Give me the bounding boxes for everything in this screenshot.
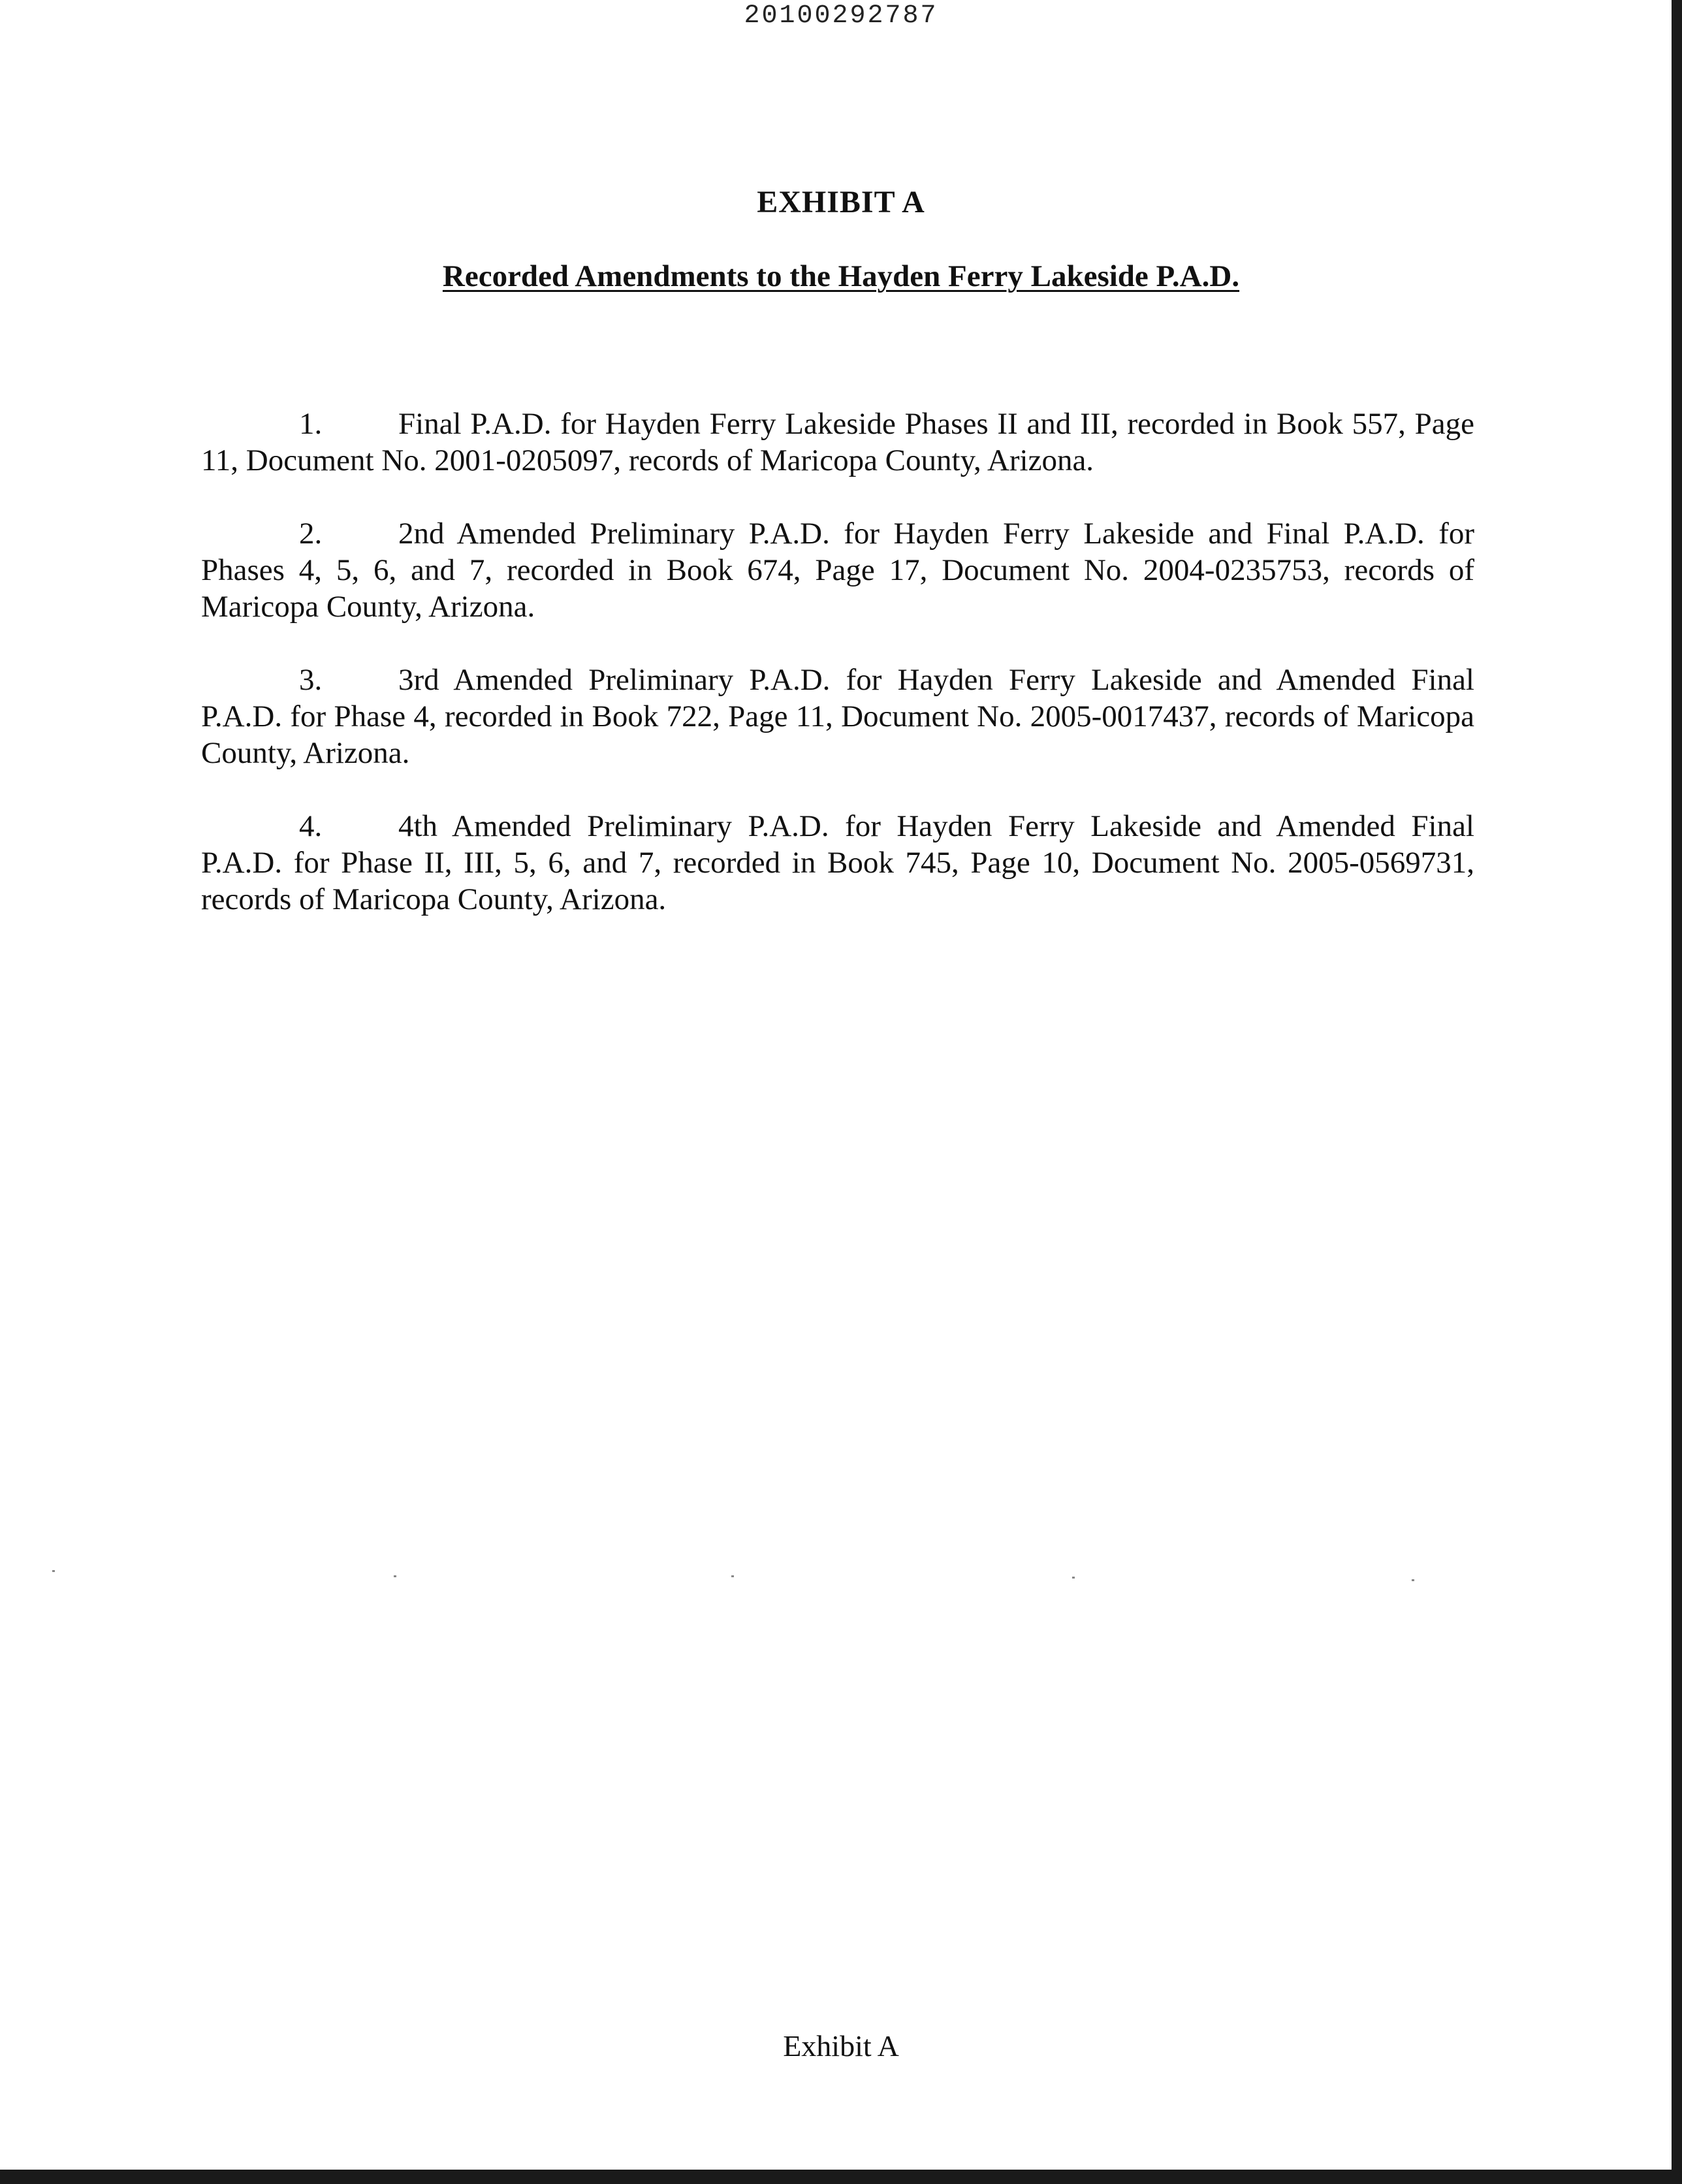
- scan-speck: [1072, 1577, 1075, 1579]
- amendment-number: 3.: [299, 663, 323, 697]
- amendment-item-3: [201, 662, 1474, 771]
- scan-border-right: [1672, 0, 1682, 2184]
- amendment-text: Final P.A.D. for Hayden Ferry Lakeside Phases II and III, recorded in Book 557, Page 11, Document No. 2001-0205097, records of Maricopa County, Arizona.: [201, 407, 1474, 477]
- amendment-item-1: [201, 406, 1474, 479]
- amendment-text: 2nd Amended Preliminary P.A.D. for Hayden Ferry Lakeside and Final P.A.D. for Phases 4, 5, 6, and 7, recorded in Book 674, Page 17, Document No. 2004-0235753, records of Maricopa County, Arizona.: [201, 517, 1474, 624]
- amendment-item-4: [201, 808, 1474, 918]
- scan-border-bottom: [0, 2170, 1682, 2184]
- exhibit-title: EXHIBIT A: [757, 185, 925, 219]
- amendment-number: 2.: [299, 517, 323, 551]
- amendment-list: [201, 375, 1474, 954]
- amendment-number: 4.: [299, 809, 323, 843]
- amendment-number: 1.: [299, 407, 323, 441]
- recording-number: 20100292787: [744, 1, 938, 31]
- amendment-text: 4th Amended Preliminary P.A.D. for Hayden Ferry Lakeside and Amended Final P.A.D. for Phase II, III, 5, 6, and 7, recorded in Book 745, Page 10, Document No. 2005-0569731, records of Maricopa County, Arizona.: [201, 809, 1474, 916]
- scan-speck: [1412, 1579, 1414, 1581]
- scan-speck: [52, 1570, 55, 1572]
- amendment-item-2: [201, 515, 1474, 625]
- scan-speck: [731, 1575, 734, 1577]
- page-footer: Exhibit A: [783, 2029, 899, 2063]
- exhibit-subtitle: [0, 259, 1682, 294]
- scan-speck: [394, 1575, 396, 1577]
- exhibit-subtitle-text: Recorded Amendments to the Hayden Ferry Lakeside P.A.D.: [442, 259, 1240, 293]
- amendment-text: 3rd Amended Preliminary P.A.D. for Hayden Ferry Lakeside and Amended Final P.A.D. for Phase 4, recorded in Book 722, Page 11, Document No. 2005-0017437, records of Maricopa County, Arizona.: [201, 663, 1474, 770]
